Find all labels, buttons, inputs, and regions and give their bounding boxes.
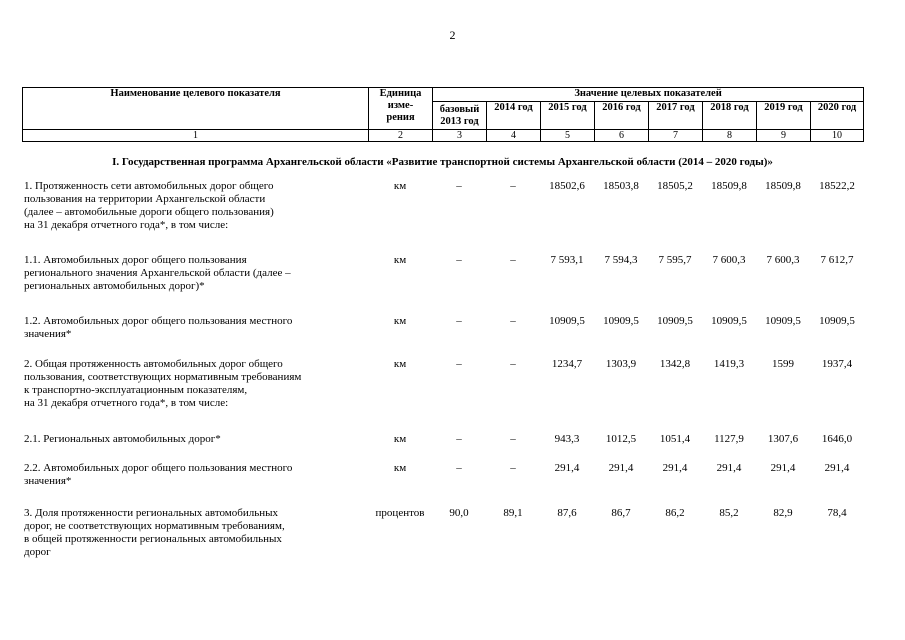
header-year: 2016 год — [595, 102, 649, 130]
column-number: 10 — [811, 130, 864, 142]
indicator-value: – — [456, 462, 462, 474]
indicator-name-line: регионального значения Архангельской области (далее – — [24, 267, 291, 279]
indicator-name — [24, 462, 364, 488]
header-unit-line-1: Единица — [379, 88, 422, 99]
indicator-name — [24, 315, 364, 341]
indicator-value: – — [510, 462, 516, 474]
indicator-name-line: 1. Протяженность сети автомобильных дорог общего — [24, 180, 274, 192]
indicator-value: 18503,8 — [603, 180, 639, 192]
indicator-value: – — [510, 254, 516, 266]
indicator-value: 85,2 — [719, 507, 739, 519]
indicator-value: 1937,4 — [821, 358, 853, 370]
indicator-name-line: дорог, не соответствующих нормативным требованиям, — [24, 520, 285, 532]
indicator-unit: км — [393, 462, 407, 474]
indicator-value: 18505,2 — [657, 180, 693, 192]
indicator-name-line: к транспортно-эксплуатационным показателям, — [24, 384, 248, 396]
indicator-name-line: 2.1. Региональных автомобильных дорог* — [24, 433, 221, 445]
indicator-unit: км — [393, 358, 407, 370]
indicator-value: – — [456, 254, 462, 266]
indicator-value: 10909,5 — [711, 315, 747, 327]
indicator-value: 18522,2 — [819, 180, 855, 192]
header-base-year — [433, 102, 487, 130]
column-number: 1 — [23, 130, 369, 142]
indicator-value: 1234,7 — [551, 358, 583, 370]
indicator-name-line: пользования на территории Архангельской области — [24, 193, 266, 205]
column-number: 6 — [595, 130, 649, 142]
indicator-name-line: 3. Доля протяженности региональных автомобильных — [24, 507, 278, 519]
indicator-value: – — [510, 315, 516, 327]
header-year: 2017 год — [649, 102, 703, 130]
indicator-name-line: 2.2. Автомобильных дорог общего пользования местного — [24, 462, 293, 474]
indicator-value: 7 600,3 — [712, 254, 746, 266]
header-unit — [369, 88, 433, 130]
header-year: 2014 год — [487, 102, 541, 130]
indicator-value: 10909,5 — [657, 315, 693, 327]
column-number: 5 — [541, 130, 595, 142]
indicator-value: 86,7 — [611, 507, 631, 519]
indicator-table-header — [22, 87, 864, 142]
header-year: 2018 год — [703, 102, 757, 130]
header-unit-line-2: изме- — [387, 100, 414, 111]
indicator-value: 7 600,3 — [766, 254, 800, 266]
indicator-value: 87,6 — [557, 507, 577, 519]
indicator-value: 90,0 — [449, 507, 469, 519]
indicator-value: 1127,9 — [714, 433, 744, 445]
indicator-value: 7 594,3 — [604, 254, 638, 266]
indicator-value: 10909,5 — [765, 315, 801, 327]
indicator-value: 7 593,1 — [550, 254, 584, 266]
indicator-value: 291,4 — [608, 462, 634, 474]
indicator-value: 1419,3 — [713, 358, 745, 370]
indicator-value: 1342,8 — [659, 358, 691, 370]
indicator-value: 18502,6 — [549, 180, 585, 192]
indicator-value: 7 595,7 — [658, 254, 692, 266]
column-number: 8 — [703, 130, 757, 142]
column-number: 7 — [649, 130, 703, 142]
indicator-value: 10909,5 — [549, 315, 585, 327]
column-number: 3 — [433, 130, 487, 142]
indicator-unit: км — [393, 315, 407, 327]
indicator-value: 10909,5 — [603, 315, 639, 327]
indicator-name — [24, 433, 364, 446]
indicator-value: 291,4 — [716, 462, 742, 474]
header-base-line-1: базовый — [439, 103, 480, 115]
indicator-value: – — [510, 180, 516, 192]
indicator-name-line: значения* — [24, 475, 72, 487]
indicator-value: 89,1 — [503, 507, 523, 519]
indicator-value: 291,4 — [770, 462, 796, 474]
indicator-value: – — [510, 433, 516, 445]
indicator-value: 1051,4 — [659, 433, 691, 445]
indicator-value: 18509,8 — [711, 180, 747, 192]
indicator-name — [24, 254, 364, 293]
indicator-value: 291,4 — [662, 462, 688, 474]
indicator-name-line: 2. Общая протяженность автомобильных дорог общего — [24, 358, 283, 370]
header-year: 2019 год — [757, 102, 811, 130]
indicator-name-line: 1.2. Автомобильных дорог общего пользования местного — [24, 315, 293, 327]
header-indicator-name: Наименование целевого показателя — [23, 88, 369, 130]
header-target-values: Значение целевых показателей — [433, 88, 864, 102]
indicator-unit: км — [393, 433, 407, 445]
indicator-value: 943,3 — [554, 433, 580, 445]
indicator-name-line: 1.1. Автомобильных дорог общего пользования — [24, 254, 247, 266]
indicator-value: 18509,8 — [765, 180, 801, 192]
indicator-name-line: на 31 декабря отчетного года*, в том числе: — [24, 397, 229, 409]
indicator-value: 78,4 — [827, 507, 847, 519]
indicator-name-line: значения* — [24, 328, 72, 340]
section-title: I. Государственная программа Архангельской области «Развитие транспортной системы Архангельской области (2014 – 2020 годы)» — [112, 156, 773, 168]
indicator-value: – — [456, 315, 462, 327]
indicator-value: 1307,6 — [767, 433, 799, 445]
page-number: 2 — [449, 28, 456, 42]
indicator-name — [24, 507, 364, 559]
indicator-name — [24, 180, 364, 232]
header-unit-line-3: рения — [386, 112, 415, 123]
indicator-name-line: на 31 декабря отчетного года*, в том числе: — [24, 219, 229, 231]
indicator-value: 1012,5 — [605, 433, 637, 445]
indicator-value: 10909,5 — [819, 315, 855, 327]
indicator-value: – — [456, 433, 462, 445]
column-number: 9 — [757, 130, 811, 142]
indicator-unit: км — [393, 180, 407, 192]
indicator-unit: процентов — [375, 507, 425, 519]
indicator-value: 291,4 — [554, 462, 580, 474]
column-number: 2 — [369, 130, 433, 142]
header-base-line-2: 2013 год — [440, 115, 479, 127]
indicator-value: 1646,0 — [821, 433, 853, 445]
indicator-name — [24, 358, 364, 410]
indicator-value: 1599 — [772, 358, 794, 370]
header-year: 2020 год — [811, 102, 864, 130]
indicator-name-line: (далее – автомобильные дороги общего пользования) — [24, 206, 274, 218]
indicator-value: – — [456, 358, 462, 370]
indicator-value: – — [510, 358, 516, 370]
column-number: 4 — [487, 130, 541, 142]
indicator-value: – — [456, 180, 462, 192]
indicator-value: 1303,9 — [605, 358, 637, 370]
indicator-value: 86,2 — [665, 507, 685, 519]
indicator-name-line: региональных автомобильных дорог)* — [24, 280, 205, 292]
header-year: 2015 год — [541, 102, 595, 130]
indicator-name-line: пользования, соответствующих нормативным требованиям — [24, 371, 302, 383]
indicator-value: 82,9 — [773, 507, 793, 519]
indicator-value: 7 612,7 — [820, 254, 854, 266]
indicator-name-line: дорог — [24, 546, 51, 558]
indicator-value: 291,4 — [824, 462, 850, 474]
indicator-name-line: в общей протяженности региональных автомобильных — [24, 533, 282, 545]
indicator-unit: км — [393, 254, 407, 266]
